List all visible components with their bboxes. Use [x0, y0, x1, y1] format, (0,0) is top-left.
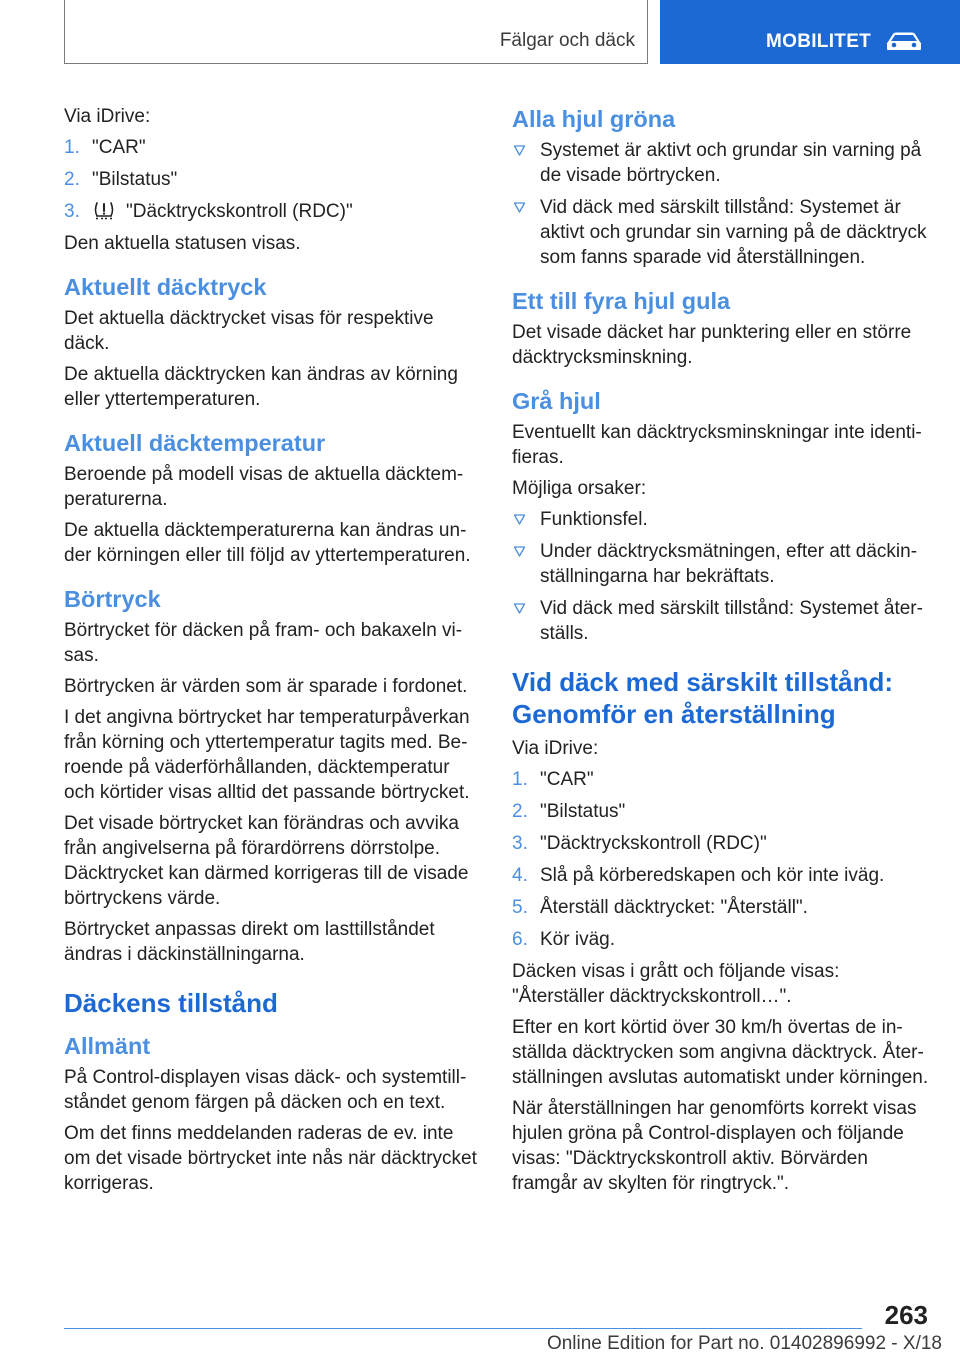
footer-edition-text: Online Edition for Part no. 01402896992 - X/18 [546, 1333, 942, 1354]
list-item [512, 507, 930, 532]
triangle-bullet-icon [513, 201, 526, 214]
paragraph: De aktuella däcktemperaturerna kan ändras under körningen eller till följd av yttertemperaturen. [64, 520, 471, 566]
paragraph: I det angivna börtrycket har temperaturpåverkan från körning och yttertemperatur tagits med. Beroende på väderförhållanden, däcktemperatur och körtider visas alltid det passande börtrycket. [64, 707, 470, 803]
all-green-list [512, 138, 930, 270]
triangle-bullet-icon [513, 545, 526, 558]
possible-causes-list [512, 507, 930, 646]
paragraph: Det visade börtrycket kan förändras och avvika från angivelserna på förardörrens dörrstolpe. Däcktrycket kan därmed korrigeras till de visade börtryckens värde. [64, 813, 469, 909]
paragraph: De aktuella däcktrycken kan ändras av körning eller yttertemperaturen. [64, 364, 458, 410]
list-item-text: Funktionsfel. [540, 509, 648, 530]
list-item [64, 135, 484, 160]
header-section-title: Fälgar och däck [499, 30, 635, 51]
header-chapter-title: MOBILITET [766, 31, 872, 52]
list-item [512, 799, 930, 824]
idrive-steps-list [64, 135, 484, 224]
heading-current-pressure: Aktuellt däcktryck [64, 274, 267, 300]
list-item-text: Vid däck med särskilt tillstånd: Systemet är aktivt och grundar sin varning på de däcktryck som fanns sparade vid återställningen. [540, 197, 927, 268]
list-item [64, 199, 484, 224]
step-text: Kör iväg. [540, 929, 615, 950]
step-number: 1. [512, 769, 528, 790]
paragraph: Det visade däcket har punktering eller en större däcktrycksminskning. [512, 322, 912, 368]
step-number: 2. [512, 801, 528, 822]
list-item [512, 539, 930, 589]
heading-tire-status: Däckens tillstånd [64, 988, 278, 1018]
step-number: 2. [64, 169, 80, 190]
heading-current-temperature: Aktuell däcktemperatur [64, 430, 326, 456]
step-number: 1. [64, 137, 80, 158]
paragraph: Eventuellt kan däcktrycksminskningar inte identifieras. [512, 422, 922, 468]
step-number: 3. [512, 833, 528, 854]
right-column [512, 104, 930, 1202]
list-item-text: Systemet är aktivt och grundar sin varning på de visade börtrycken. [540, 140, 922, 186]
step-number: 5. [512, 897, 528, 918]
triangle-bullet-icon [513, 513, 526, 526]
step-text: Återställ däcktrycket: "Återställ". [540, 897, 808, 918]
step-text: "Bilstatus" [540, 801, 626, 822]
step-text: "CAR" [92, 137, 146, 158]
via-idrive-label: Via iDrive: [512, 738, 599, 759]
paragraph: Däcken visas i grått och följande visas: "Återställer däcktryckskontroll…". [512, 961, 840, 1007]
list-item [512, 927, 930, 952]
list-item [512, 895, 930, 920]
triangle-bullet-icon [513, 602, 526, 615]
paragraph: Det aktuella däcktrycket visas för respektive däck. [64, 308, 434, 354]
tire-pressure-warning-icon [92, 200, 116, 220]
list-item [512, 138, 930, 188]
list-item [512, 767, 930, 792]
list-item [512, 195, 930, 270]
list-item [512, 863, 930, 888]
header-chapter-tab [660, 0, 960, 64]
heading-reset: Vid däck med särskilt tillstånd: Genomför en återställning [512, 667, 893, 729]
list-item-text: Vid däck med särskilt tillstånd: Systemet återställs. [540, 598, 923, 644]
paragraph: När återställningen har genomförts korrekt visas hjulen gröna på Control-displayen och följande visas: "Däcktryckskontroll aktiv. Börvärden framgår av skylten för ringtryck.". [512, 1098, 917, 1194]
paragraph: Börtrycken är värden som är sparade i fordonet. [64, 676, 468, 697]
step-text: Slå på körberedskapen och kör inte iväg. [540, 865, 885, 886]
list-item-text: Under däcktrycksmätningen, efter att däckinställningarna har bekräftats. [540, 541, 918, 587]
via-idrive-label: Via iDrive: [64, 106, 151, 127]
footer-divider [64, 1328, 862, 1329]
step-text: "Bilstatus" [92, 169, 178, 190]
heading-target-pressure: Börtryck [64, 586, 161, 612]
page-number: 263 [884, 1300, 928, 1330]
triangle-bullet-icon [513, 144, 526, 157]
header-section-box [64, 0, 648, 64]
list-item [512, 596, 930, 646]
heading-grey-wheels: Grå hjul [512, 388, 601, 414]
heading-all-green: Alla hjul gröna [512, 106, 676, 132]
car-icon [884, 30, 924, 52]
left-column [64, 104, 484, 1202]
list-item [64, 167, 484, 192]
step-text: "Däcktryckskontroll (RDC)" [540, 833, 767, 854]
step-number: 6. [512, 929, 528, 950]
paragraph: Efter en kort körtid över 30 km/h övertas de inställda däcktrycken som angivna däcktryck. Återställningen avslutas automatiskt under körningen. [512, 1017, 929, 1088]
reset-steps-list [512, 767, 930, 952]
step-text: "Däcktryckskontroll (RDC)" [126, 201, 353, 222]
heading-general: Allmänt [64, 1033, 151, 1059]
list-item [512, 831, 930, 856]
paragraph: Beroende på modell visas de aktuella däcktemperaturerna. [64, 464, 464, 510]
paragraph: Börtrycket anpassas direkt om lasttillståndet ändras i däckinställningarna. [64, 919, 435, 965]
paragraph: Möjliga orsaker: [512, 478, 647, 499]
step-text: "CAR" [540, 769, 594, 790]
step-number: 4. [512, 865, 528, 886]
paragraph: Om det finns meddelanden raderas de ev. inte om det visade börtrycket inte nås när däcktrycket korrigeras. [64, 1123, 477, 1194]
step-number: 3. [64, 201, 80, 222]
paragraph: På Control-displayen visas däck- och systemtillståndet genom färgen på däcken och en text. [64, 1067, 467, 1113]
paragraph: Börtrycket för däcken på fram- och bakaxeln visas. [64, 620, 463, 666]
heading-yellow-wheels: Ett till fyra hjul gula [512, 288, 731, 314]
status-shown-text: Den aktuella statusen visas. [64, 233, 301, 254]
